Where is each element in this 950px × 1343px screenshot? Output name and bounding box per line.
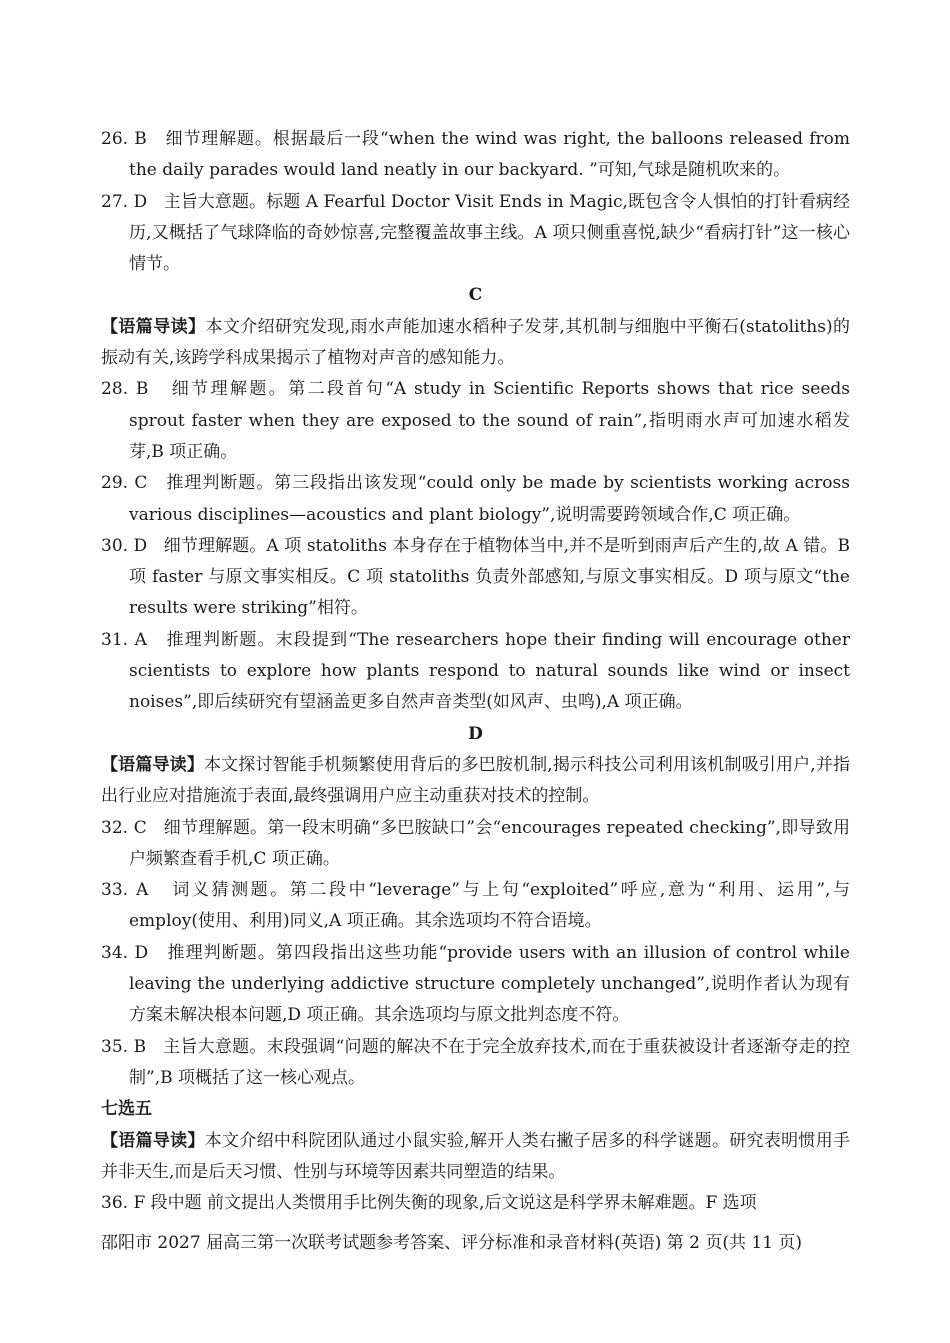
answer-explanation: 细节理解题。根据最后一段“when the wind was right, the balloons released from the daily parades would land neatly in our backyard. ”可知,气球是随机吹来的。 — [129, 129, 850, 181]
answer-number: 32. C — [101, 817, 147, 838]
answer-item — [101, 938, 850, 1032]
answer-number: 34. D — [101, 942, 149, 963]
answer-number: 29. C — [101, 473, 148, 494]
page-footer: 邵阳市 2027 届高三第一次联考试题参考答案、评分标准和录音材料(英语) 第 2 页(共 11 页) — [101, 1233, 803, 1253]
answer-explanation: 推理判断题。第三段指出该发现“could only be made by scientists working across various disciplines—acoustics and plant biology”,说明需要跨领域合作,C 项正确。 — [129, 473, 850, 525]
answer-number: 35. B — [101, 1036, 147, 1057]
answer-number: 28. B — [101, 379, 149, 400]
answer-explanation: 细节理解题。第一段末明确“多巴胺缺口”会“encourages repeated checking”,即导致用户频繁查看手机,C 项正确。 — [129, 817, 851, 869]
answer-explanation: 主旨大意题。标题 A Fearful Doctor Visit Ends in Magic,既包含令人惧怕的打针看病经历,又概括了气球降临的奇妙惊喜,完整覆盖故事主线。A 项只侧重喜悦,缺少“看病打针”这一核心情节。 — [129, 191, 850, 275]
answer-item — [101, 468, 850, 531]
answer-item — [101, 1032, 850, 1095]
answer-explanation: 段中题 前文提出人类惯用手比例失衡的现象,后文说这是科学界未解难题。F 选项 — [150, 1193, 757, 1214]
passage-guide-label: 【语篇导读】 — [101, 316, 206, 337]
answer-number: 26. B — [101, 129, 147, 149]
passage-guide-text: 本文介绍中科院团队通过小鼠实验,解开人类右撇子居多的科学谜题。研究表明惯用手并非天生,而是后天习惯、性别与环境等因素共同塑造的结果。 — [101, 1130, 851, 1182]
section-heading-c: C — [468, 285, 483, 306]
answer-explanation: 词义猜测题。第二段中“leverage”与上句“exploited”呼应,意为“利用、运用”,与 employ(使用、利用)同义,A 项正确。其余选项均不符合语境。 — [129, 880, 851, 932]
answer-explanation: 细节理解题。第二段首句“A study in Scientific Reports shows that rice seeds sprout faster when they are exposed to the sound of rain”,指明雨水声可加速水稻发芽,B 项正确。 — [129, 379, 850, 462]
passage-guide-label: 【语篇导读】 — [101, 754, 204, 775]
answer-number: 33. A — [101, 880, 149, 901]
section-heading-seven-choose-five: 七选五 — [101, 1099, 152, 1120]
answer-item — [101, 374, 850, 468]
answer-explanation: 细节理解题。A 项 statoliths 本身存在于植物体当中,并不是听到雨声后产生的,故 A 错。B 项 faster 与原文事实相反。C 项 statoliths 负责外部感知,与原文事实相反。D 项与原文“the results were striking”相符。 — [129, 535, 850, 619]
answer-item — [101, 187, 850, 281]
answer-number: 31. A — [101, 629, 147, 650]
answer-number: 36. F — [101, 1193, 146, 1214]
answer-item — [101, 625, 850, 719]
section-heading-d: D — [468, 723, 483, 744]
passage-guide — [101, 750, 850, 813]
answer-explanation: 推理判断题。末段提到“The researchers hope their finding will encourage other scientists to explore how plants respond to natural sounds like wind or insect noises”,即后续研究有望涵盖更多自然声音类型(如风声、虫鸣),A 项正确。 — [129, 629, 850, 713]
passage-guide — [101, 1126, 850, 1189]
answer-key-content — [101, 124, 850, 1219]
passage-guide-label: 【语篇导读】 — [101, 1130, 205, 1151]
answer-explanation: 推理判断题。第四段指出这些功能“provide users with an illusion of control while leaving the underlying addictive structure completely unchanged”,说明作者认为现有方案未解决根本问题,D 项正确。其余选项均与原文批判态度不符。 — [129, 942, 850, 1026]
answer-item — [101, 124, 850, 187]
answer-number: 27. D — [101, 191, 148, 212]
answer-item — [101, 1188, 850, 1219]
passage-guide-text: 本文探讨智能手机频繁使用背后的多巴胺机制,揭示科技公司利用该机制吸引用户,并指出行业应对措施流于表面,最终强调用户应主动重获对技术的控制。 — [101, 754, 850, 807]
passage-guide-text: 本文介绍研究发现,雨水声能加速水稻种子发芽,其机制与细胞中平衡石(statoliths)的振动有关,该跨学科成果揭示了植物对声音的感知能力。 — [101, 316, 850, 369]
answer-explanation: 主旨大意题。末段强调“问题的解决不在于完全放弃技术,而在于重获被设计者逐渐夺走的控制”,B 项概括了这一核心观点。 — [129, 1036, 851, 1088]
answer-number: 30. D — [101, 535, 148, 556]
answer-item — [101, 813, 850, 876]
answer-item — [101, 531, 850, 625]
answer-item — [101, 875, 850, 938]
passage-guide — [101, 312, 850, 375]
